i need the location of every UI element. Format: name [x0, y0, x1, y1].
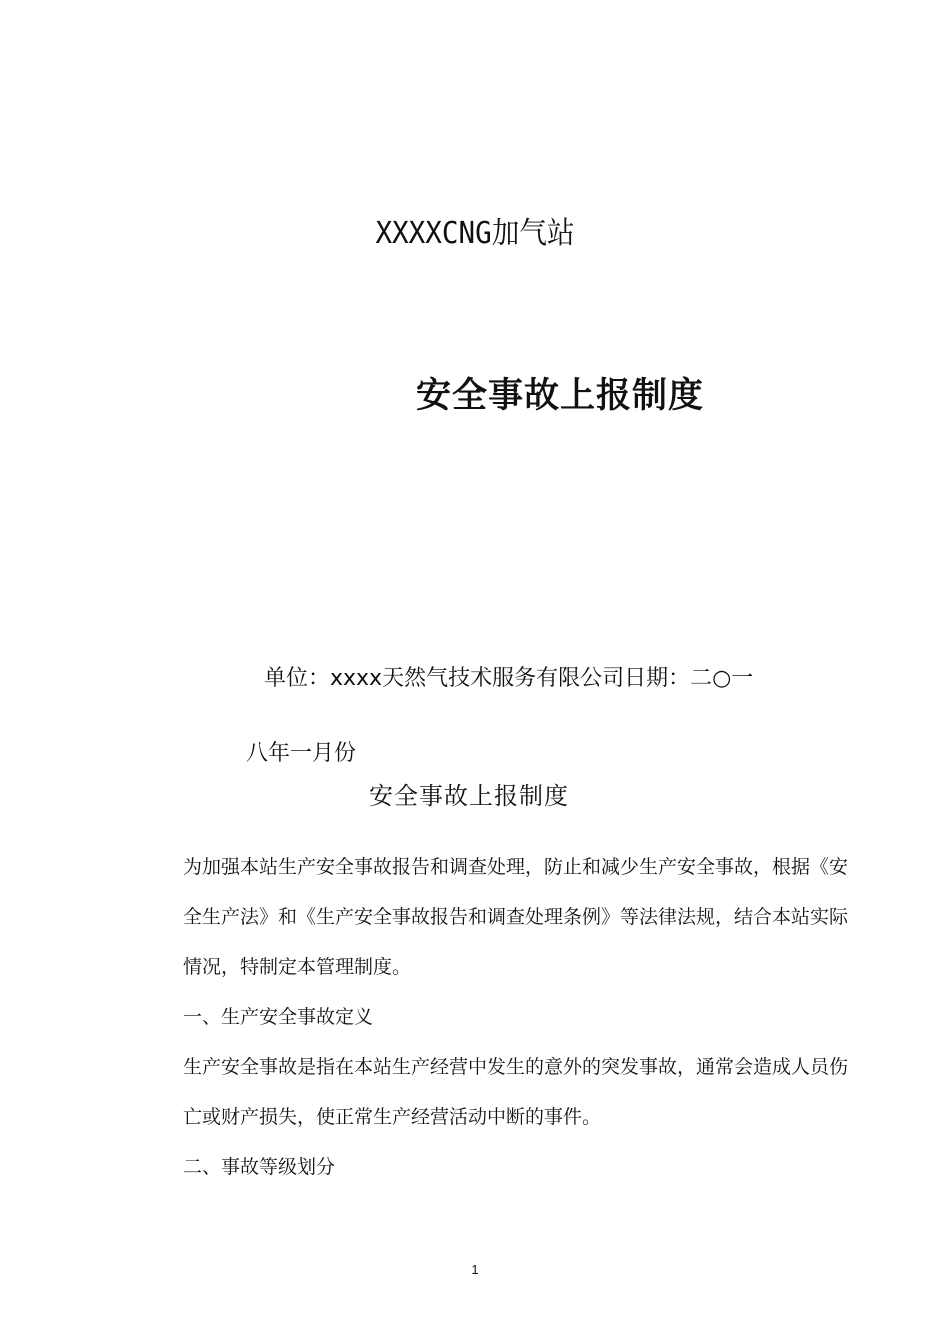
unit-and-date-line: 单位：xxxx天然气技术服务有限公司日期：二○一: [264, 666, 754, 691]
section-heading-grading: 二、事故等级划分: [183, 1156, 336, 1178]
body-title: 安全事故上报制度: [369, 782, 569, 810]
definition-paragraph: 生产安全事故是指在本站生产经营中发生的意外的突发事故，通常会造成人员伤亡或财产损失，使正常生产经营活动中断的事件。: [183, 1056, 849, 1128]
page-number: 1: [471, 1262, 479, 1277]
station-name: XXXXCNG加气站: [375, 216, 575, 251]
date-continuation: 八年一月份: [246, 741, 357, 766]
section-heading-definition: 一、生产安全事故定义: [183, 1006, 374, 1028]
intro-paragraph: 为加强本站生产安全事故报告和调查处理，防止和减少生产安全事故，根据《安全生产法》和《生产安全事故报告和调查处理条例》等法律法规，结合本站实际情况，特制定本管理制度。: [183, 856, 849, 978]
cover-title: 安全事故上报制度: [416, 376, 705, 416]
